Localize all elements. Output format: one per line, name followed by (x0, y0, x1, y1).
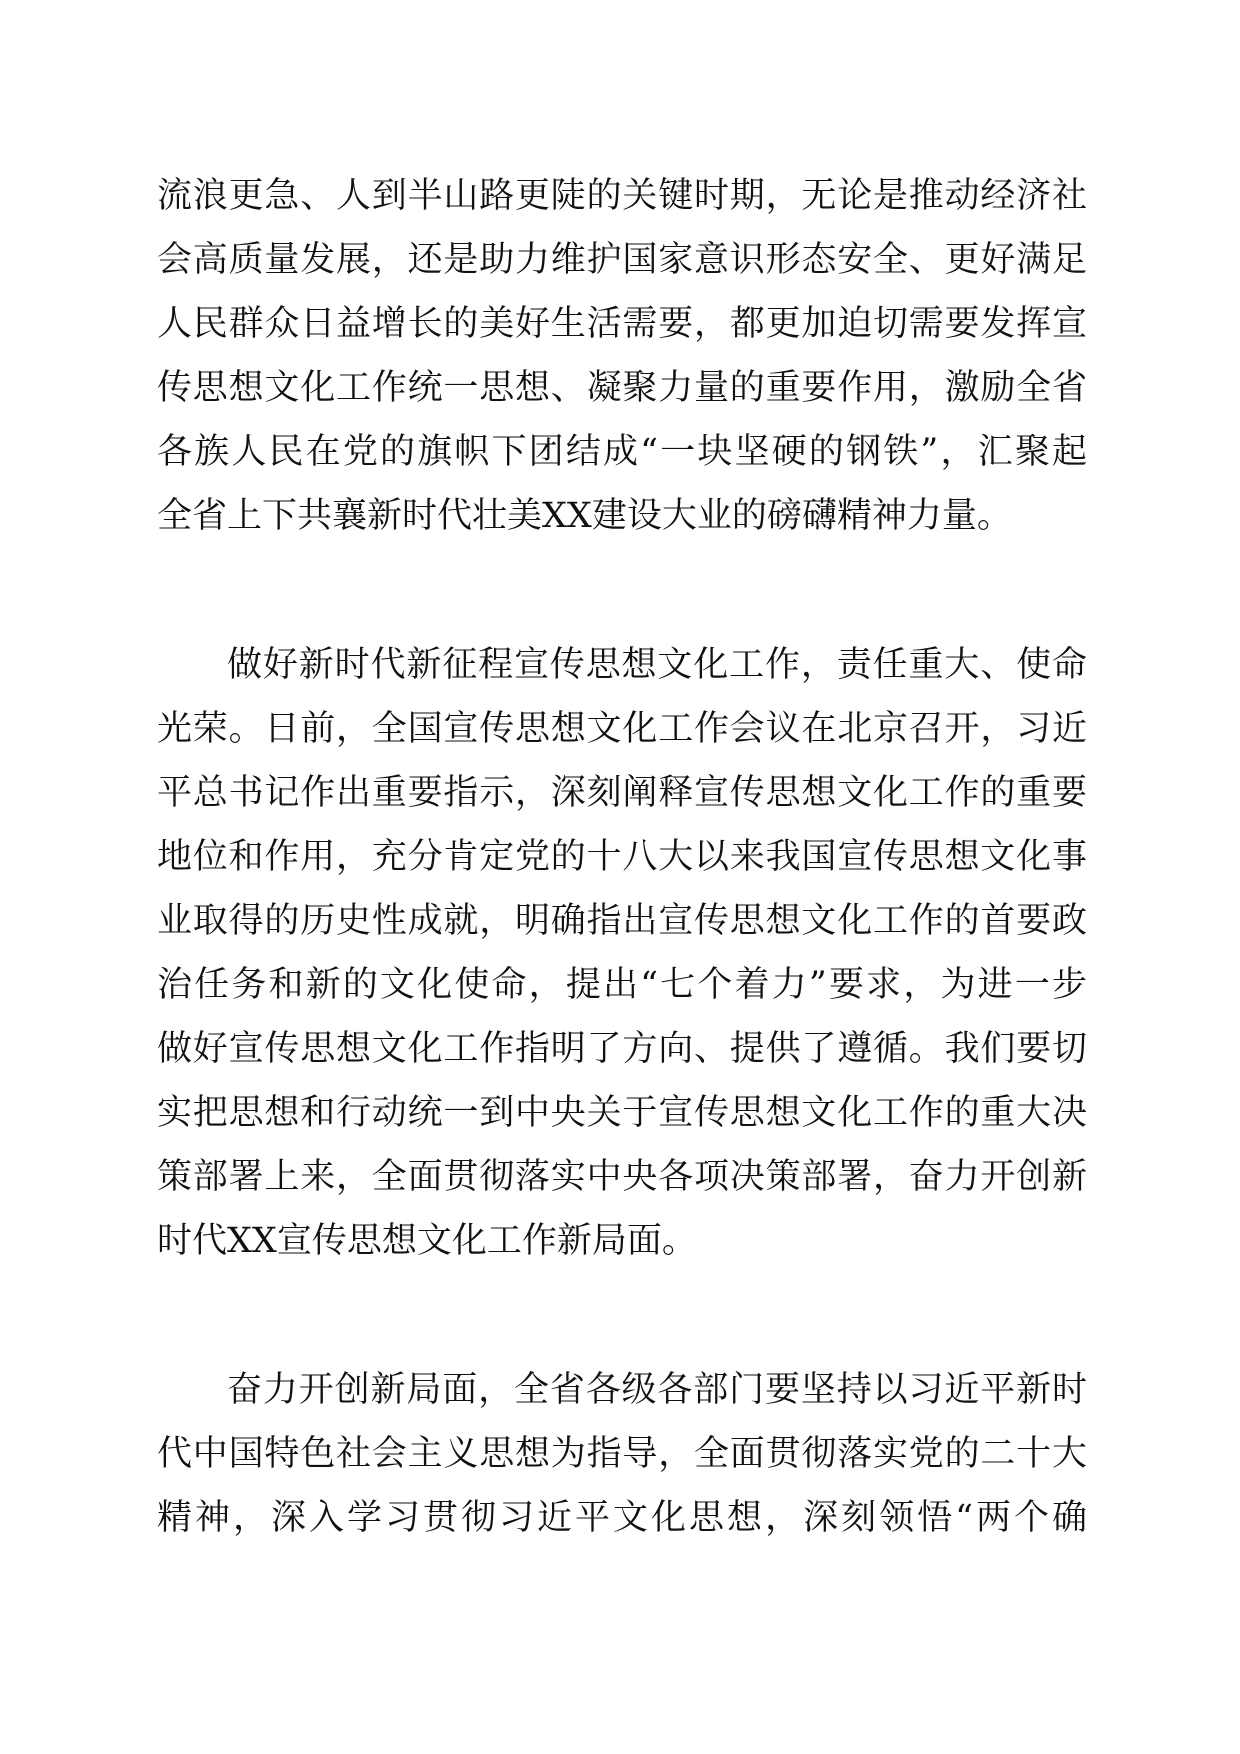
paragraph-line: 时代XX宣传思想文化工作新局面。 (157, 1221, 697, 1261)
paragraph-line: 各族人民在党的旗帜下团结成“一块坚硬的钢铁”，汇聚起 (157, 432, 1087, 472)
paragraph-line: 做好宣传思想文化工作指明了方向、提供了遵循。我们要切 (157, 1029, 1087, 1069)
paragraph-3 (157, 1358, 1087, 1550)
paragraph-line: 策部署上来，全面贯彻落实中央各项决策部署，奋力开创新 (157, 1157, 1087, 1197)
paragraph-line: 流浪更急、人到半山路更陡的关键时期，无论是推动经济社 (157, 176, 1087, 216)
paragraph-line: 人民群众日益增长的美好生活需要，都更加迫切需要发挥宣 (157, 304, 1087, 344)
paragraph-line: 传思想文化工作统一思想、凝聚力量的重要作用，激励全省 (157, 368, 1087, 408)
paragraph-line: 做好新时代新征程宣传思想文化工作，责任重大、使命 (227, 645, 1087, 685)
paragraph-line: 地位和作用，充分肯定党的十八大以来我国宣传思想文化事 (157, 837, 1087, 877)
paragraph-line: 治任务和新的文化使命，提出“七个着力”要求，为进一步 (157, 965, 1087, 1005)
paragraph-line: 实把思想和行动统一到中央关于宣传思想文化工作的重大决 (157, 1093, 1087, 1133)
paragraph-line: 代中国特色社会主义思想为指导，全面贯彻落实党的二十大 (157, 1434, 1087, 1474)
paragraph-line: 光荣。日前，全国宣传思想文化工作会议在北京召开，习近 (157, 709, 1087, 749)
paragraph-line: 会高质量发展，还是助力维护国家意识形态安全、更好满足 (157, 240, 1087, 280)
paragraph-line: 平总书记作出重要指示，深刻阐释宣传思想文化工作的重要 (157, 773, 1087, 813)
paragraph-line: 全省上下共襄新时代壮美XX建设大业的磅礴精神力量。 (157, 496, 1012, 536)
paragraph-2 (157, 633, 1087, 1273)
paragraph-line: 精神，深入学习贯彻习近平文化思想，深刻领悟“两个确 (157, 1498, 1087, 1538)
paragraph-line: 业取得的历史性成就，明确指出宣传思想文化工作的首要政 (157, 901, 1087, 941)
paragraph-line: 奋力开创新局面，全省各级各部门要坚持以习近平新时 (227, 1370, 1087, 1410)
paragraph-1 (157, 164, 1087, 548)
